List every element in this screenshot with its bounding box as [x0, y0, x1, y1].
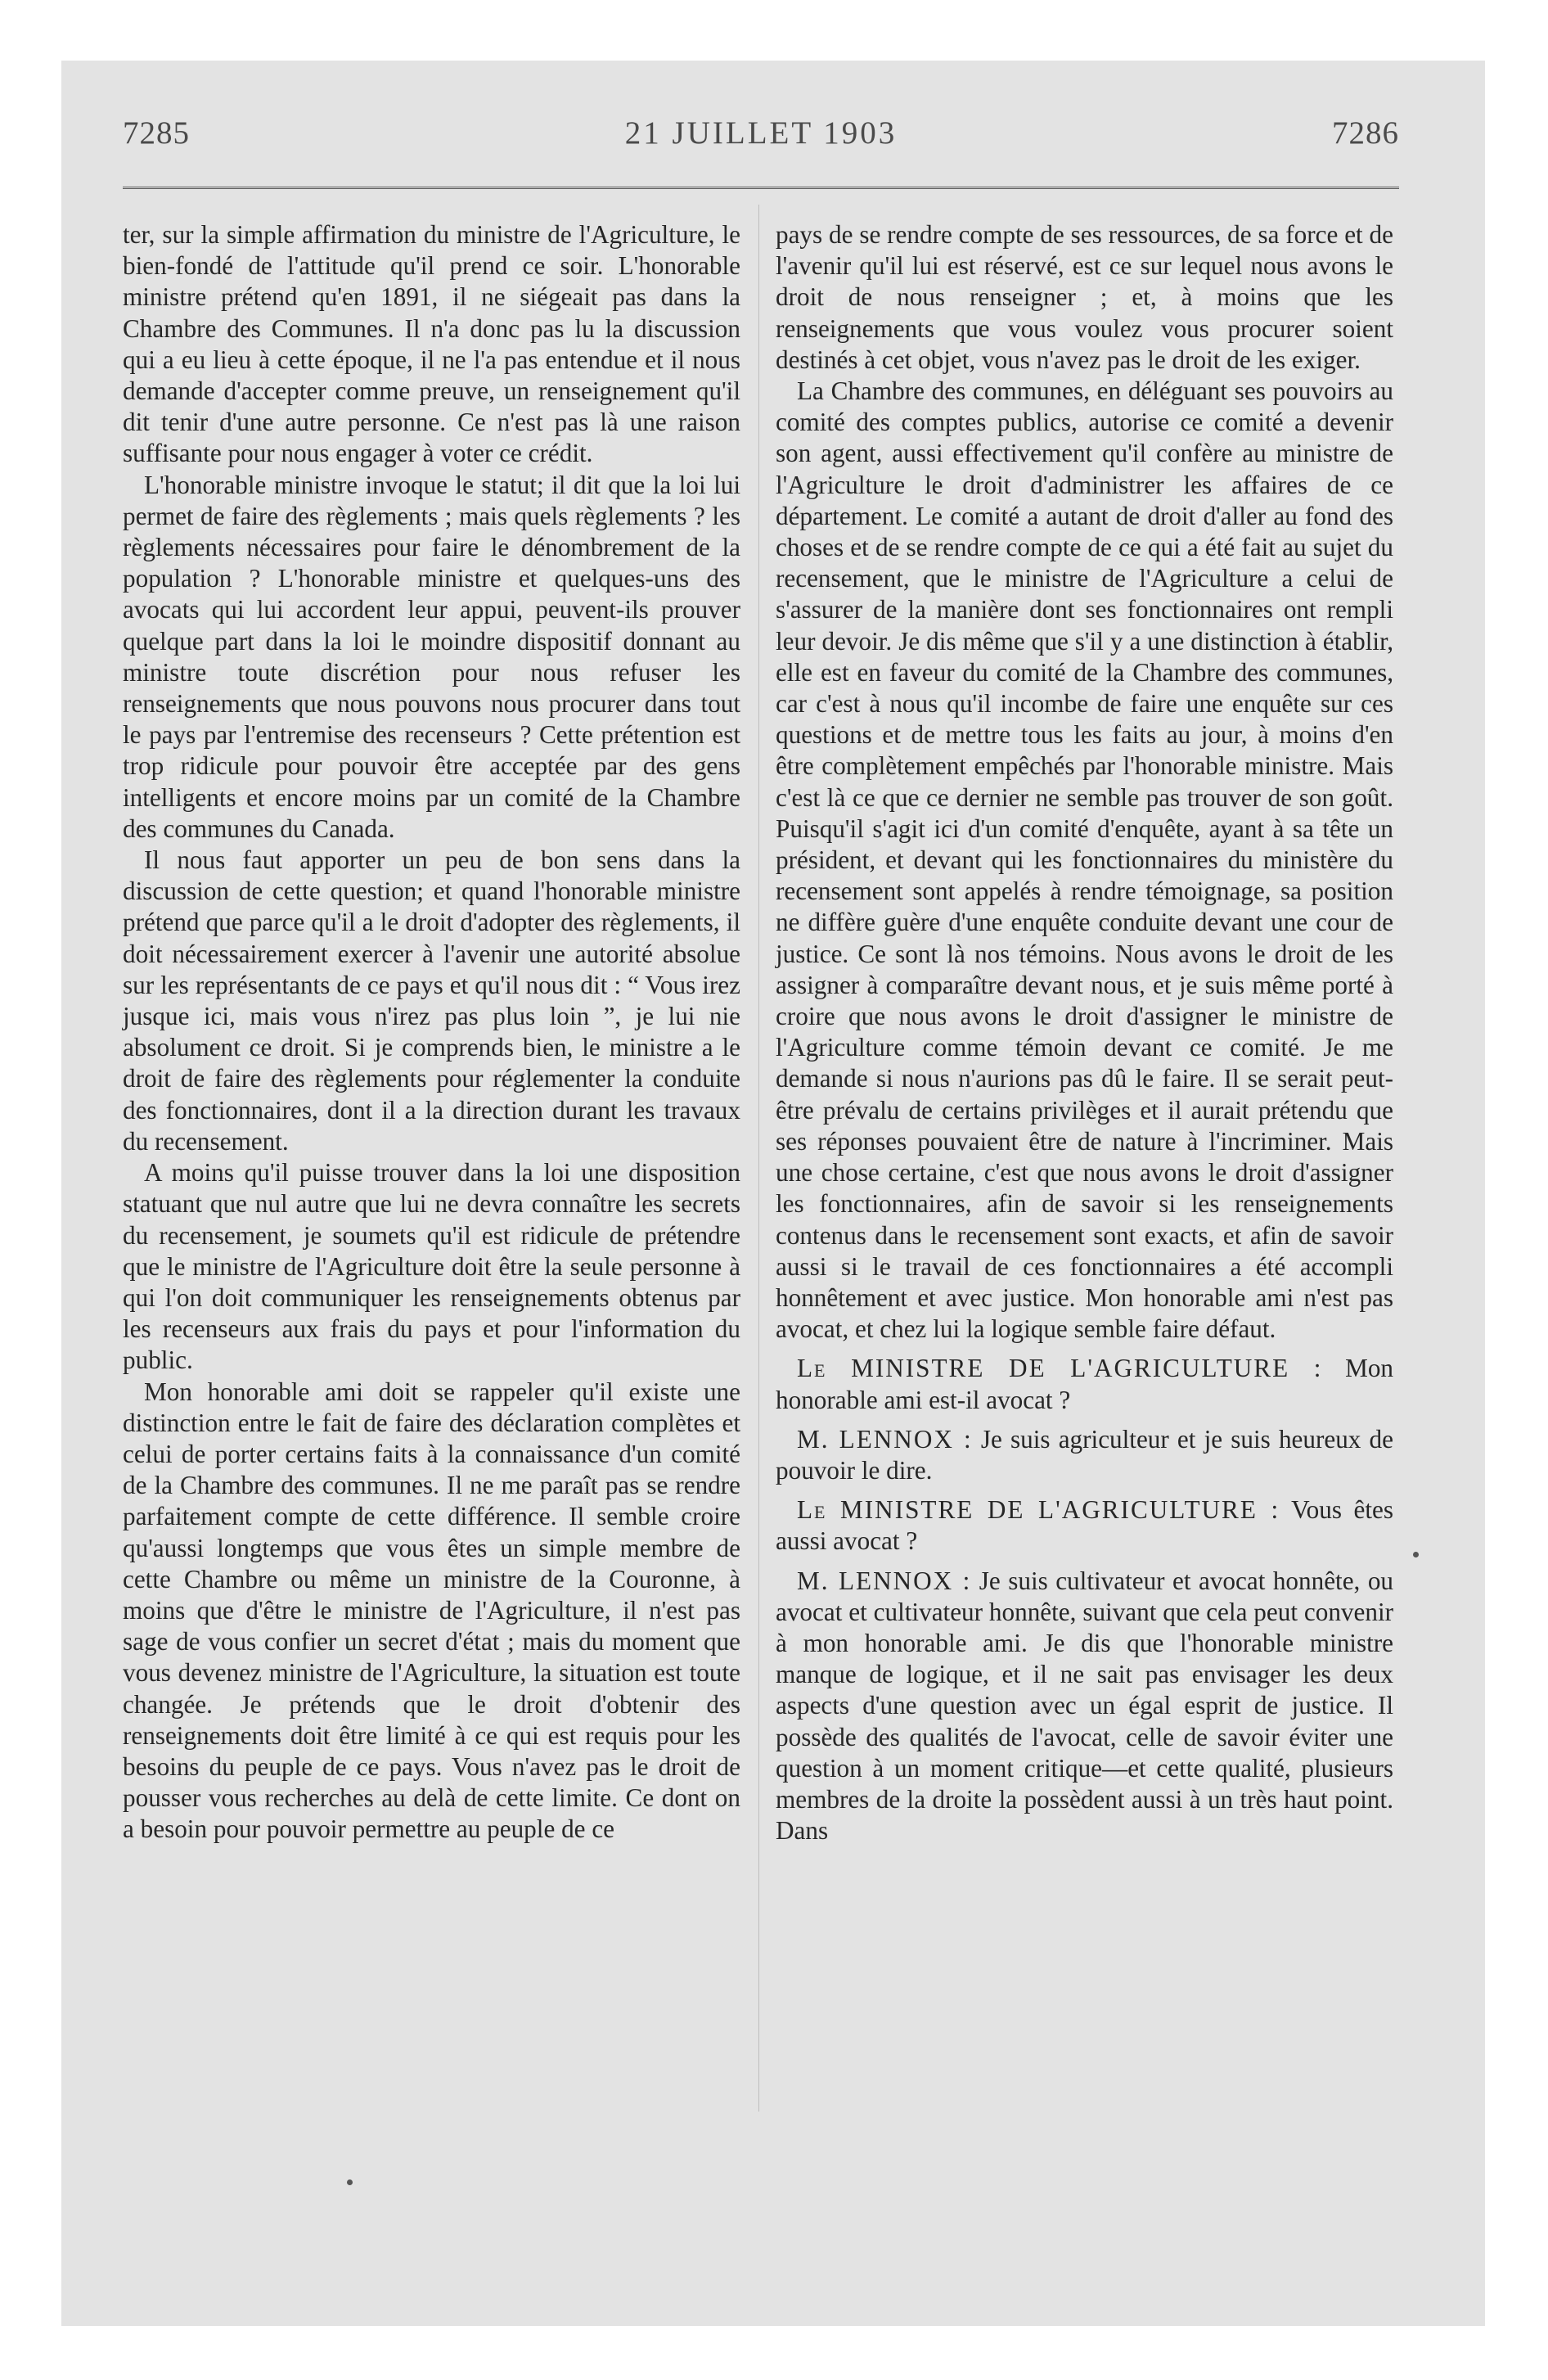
speaker-name: Le MINISTRE DE L'AGRICULTURE :	[797, 1495, 1280, 1525]
column-divider	[758, 205, 759, 2112]
ink-speck	[347, 2179, 353, 2185]
speech-entry	[776, 1494, 1393, 1557]
left-column	[123, 219, 740, 1846]
paragraph: La Chambre des communes, en déléguant ses pouvoirs au comité des comptes publics, autorise ce comité a devenir son agent, aussi effectivement qu'il confère au ministre de l'Agriculture le droit d'administrer les affaires de ce département. Le comité a autant de droit d'aller au fond des choses et de se rendre compte de ce qui a été fait au sujet du recensement, que le ministre de l'Agriculture a celui de s'assurer de la manière dont ses fonctionnaires ont rempli leur devoir. Je dis même que s'il y a une distinction à établir, elle est en faveur du comité de la Chambre des communes, car c'est à nous qu'il incombe de faire une enquête sur ces questions et de mettre tous les faits au jour, à moins d'en être complètement empêchés par l'honorable ministre. Mais c'est là ce que ce dernier ne semble pas trouver de son goût. Puisqu'il s'agit ici d'un comité d'enquête, ayant à sa tête un président, et devant qui les fonctionnaires du ministère du recensement sont appelés à rendre témoignage, sa position ne diffère guère d'une enquête conduite devant une cour de justice. Ce sont là nos témoins. Nous avons le droit de les assigner à comparaître devant nous, et je suis même porté à croire que nous avons le droit d'assigner le ministre de l'Agriculture comme témoin devant ce comité. Je me demande si nous n'aurions pas dû le faire. Il se serait peut-être prévalu de certains privilèges et il aurait prétendu que ses réponses pouvaient être de nature à l'incriminer. Mais une chose certaine, c'est que nous avons le droit d'assigner les fonctionnaires, afin de savoir si les renseignements contenus dans le recensement sont exacts, et afin de savoir aussi si le travail de ces fonctionnaires a été accompli honnêtement et avec justice. Mon honorable ami n'est pas avocat, et chez lui la logique semble faire défaut.	[776, 376, 1393, 1344]
speech-text: Vous êtes aussi avocat ?	[776, 1495, 1394, 1556]
paragraph: Il nous faut apporter un peu de bon sens dans la discussion de cette question; et quand l'honorable ministre prétend que parce qu'il a le droit d'adopter des règlements, il doit nécessairement exercer à l'avenir une autorité absolue sur les représentants de ce pays et qu'il nous dit : “ Vous irez jusque ici, mais vous n'irez pas plus loin ”, je lui nie absolument ce droit. Si je comprends bien, le ministre a le droit de faire des règlements pour réglementer la conduite des fonctionnaires, dont il a la direction durant les travaux du recensement.	[123, 845, 740, 1156]
paragraph: pays de se rendre compte de ses ressources, de sa force et de l'avenir qu'il lui est réservé, est ce sur lequel nous avons le droit de nous renseigner ; et, à moins que les renseignements que vous voulez vous procurer soient destinés à cet objet, vous n'avez pas le droit de les exiger.	[776, 220, 1393, 374]
speaker-name: M. LENNOX :	[797, 1566, 972, 1595]
page-number-right: 7286	[1332, 115, 1399, 151]
page-header	[123, 115, 1399, 164]
page-number-left: 7285	[123, 115, 190, 151]
right-column	[776, 219, 1393, 1846]
paragraph: ter, sur la simple affirmation du ministre de l'Agriculture, le bien-fondé de l'attitude qu'il prend ce soir. L'honorable ministre prétend qu'en 1891, il ne siégeait pas dans la Chambre des Communes. Il n'a donc pas lu la discussion qui a eu lieu à cette époque, il ne l'a pas entendue et il nous demande d'accepter comme preuve, un renseignement qu'il dit tenir d'une autre personne. Ce n'est pas là une raison suffisante pour nous engager à voter ce crédit.	[123, 220, 740, 468]
paragraph: Mon honorable ami doit se rappeler qu'il existe une distinction entre le fait de faire des déclaration complètes et celui de porter certains faits à la connaissance d'un comité de la Chambre des communes. Il ne me paraît pas se rendre parfaitement compte de cette différence. Il semble croire qu'aussi longtemps que vous êtes un simple membre de cette Chambre ou même un ministre de la Couronne, à moins que d'être le ministre de l'Agriculture, il n'est pas sage de vous confier un secret d'état ; mais du moment que vous devenez ministre de l'Agriculture, la situation est toute changée. Je prétends que le droit d'obtenir des renseignements doit être limité à ce qui est requis pour les besoins du peuple de ce pays. Vous n'avez pas le droit de pousser vous recherches au delà de cette limite. Ce dont on a besoin pour pouvoir permettre au peuple de ce	[123, 1377, 740, 1844]
speech-text: Je suis agriculteur et je suis heureux de pouvoir le dire.	[776, 1424, 1393, 1485]
paragraph: A moins qu'il puisse trouver dans la loi une disposition statuant que nul autre que lui ne devra connaître les secrets du recensement, je soumets qu'il est ridicule de prétendre que le ministre de l'Agriculture doit être la seule personne à qui l'on doit communiquer les renseignements obtenus par les recenseurs aux frais du pays et pour l'information du public.	[123, 1158, 740, 1375]
speech-entry	[776, 1353, 1393, 1415]
speech-entry	[776, 1424, 1393, 1486]
page-date: 21 JUILLET 1903	[624, 115, 898, 151]
speaker-name: M. LENNOX :	[797, 1424, 973, 1454]
speech-text: Je suis cultivateur et avocat honnête, ou avocat et cultivateur honnête, suivant que cela peut convenir à mon honorable ami. Je dis que l'honorable ministre manque de logique, et il ne sait pas envisager les deux aspects d'une question avec un égal esprit de justice. Il possède des qualités de l'avocat, celle de savoir éviter une question à un moment critique—et cette qualité, plusieurs membres de la droite la possèdent aussi à un très haut point. Dans	[776, 1566, 1394, 1846]
paragraph: L'honorable ministre invoque le statut; il dit que la loi lui permet de faire des règlements ; mais quels règlements ? les règlements nécessaires pour faire le dénombrement de la population ? L'honorable ministre et quelques-uns des avocats qui lui accordent leur appui, peuvent-ils prouver quelque part dans la loi le moindre dispositif donnant au ministre toute discrétion pour nous refuser les renseignements que nous pouvons nous procurer dans tout le pays par l'entremise des recenseurs ? Cette prétention est trop ridicule pour pouvoir être acceptée par des gens intelligents et encore moins par un comité de la Chambre des communes du Canada.	[123, 470, 740, 843]
speaker-name: Le MINISTRE DE L'AGRICULTURE :	[797, 1354, 1323, 1383]
ink-speck	[1413, 1552, 1419, 1557]
speech-text: Mon honorable ami est-il avocat ?	[776, 1354, 1394, 1414]
header-rule	[123, 187, 1399, 192]
speech-entry	[776, 1566, 1393, 1847]
